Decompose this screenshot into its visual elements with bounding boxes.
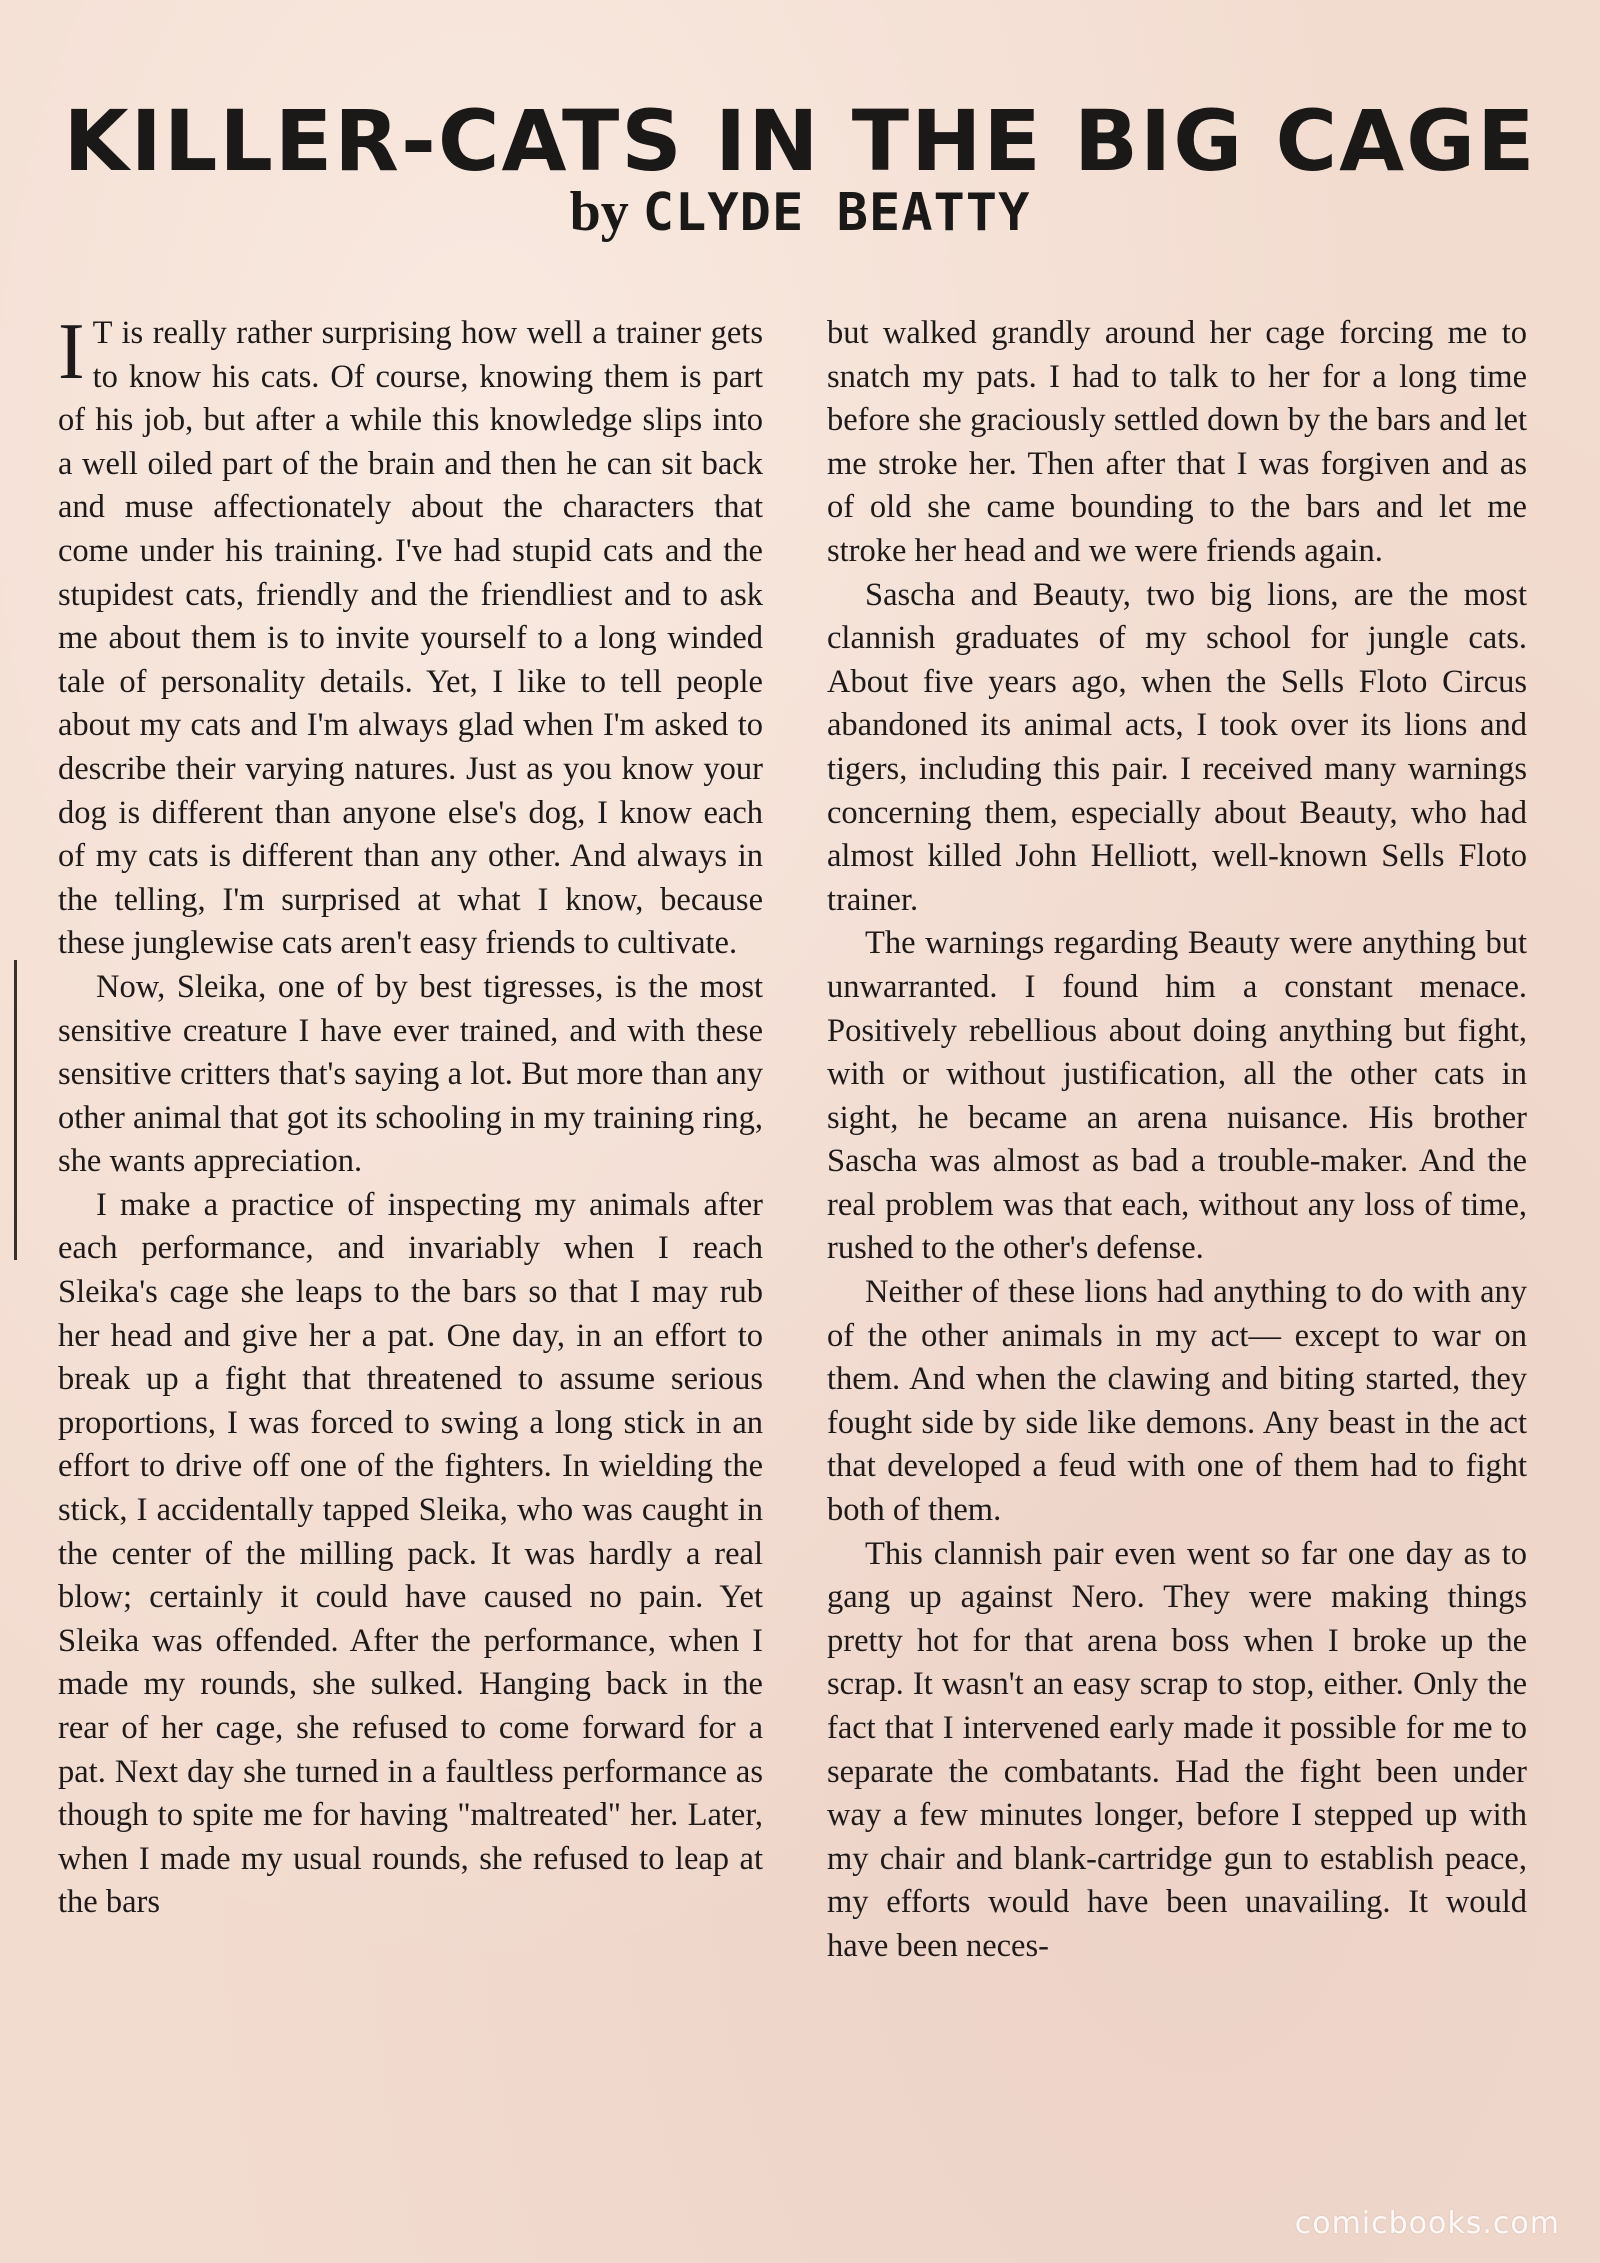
paragraph: Sascha and Beauty, two big lions, are the most clannish graduates of my school for jungle cats. About five years ago, when the Sells Floto Circus abandoned its animal acts, I took over its lions and tigers, including this pair. I received many warnings concerning them, especially about Beauty, who had almost killed John Helliott, well-known Sells Floto trainer. xyxy=(827,576,1527,918)
article-title: KILLER-CATS IN THE BIG CAGE xyxy=(63,92,1537,191)
paragraph: Now, Sleika, one of by best tigresses, is the most sensitive creature I have ever trained, and with these sensitive critters that's saying a lot. But more than any other animal that got its schooling in my training ring, she wants appreciation. xyxy=(58,968,763,1180)
byline xyxy=(0,180,1600,244)
watermark: comicbooks.com xyxy=(1294,2206,1560,2241)
paragraph: but walked grandly around her cage forcing me to snatch my pats. I had to talk to her for a long time before she graciously settled down by the bars and let me stroke her. Then after that I was forgiven and as of old she came bounding to the bars and let me stroke her head and we were friends again. xyxy=(827,315,1527,569)
drop-cap: I xyxy=(58,308,85,396)
paragraph: I make a practice of inspecting my animals after each performance, and invariably when I reach Sleika's cage she leaps to the bars so that I may rub her head and give her a pat. One day, in an effort to break up a fight that threatened to assume serious proportions, I was forced to swing a long stick in an effort to drive off one of the fighters. In wielding the stick, I accidentally tapped Sleika, who was caught in the center of the milling pack. It was hardly a real blow; certainly it could have caused no pain. Yet Sleika was offended. After the performance, when I made my rounds, she sulked. Hanging back in the rear of her cage, she refused to come forward for a pat. Next day she turned in a faultless performance as though to spite me for having "maltreated" her. Later, when I made my usual rounds, she refused to leap at the bars xyxy=(58,1186,763,1921)
right-column xyxy=(827,312,1527,1969)
paragraph-text: T is really rather surprising how well a trainer gets to know his cats. Of course, knowing them is part of his job, but after a while this knowledge slips into a well oiled part of the brain and then he can sit back and muse affectionately about the characters that come under his training. I've had stupid cats and the stupidest cats, friendly and the friendliest and to ask me about them is to invite yourself to a long winded tale of personality details. Yet, I like to tell people about my cats and I'm always glad when I'm asked to describe their varying natures. Just as you know your dog is different than anyone else's dog, I know each of my cats is different than any other. And always in the telling, I'm surprised at what I know, because these junglewise cats aren't easy friends to cultivate. xyxy=(58,315,763,962)
paragraph: The warnings regarding Beauty were anything but unwarranted. I found him a constant menace. Positively rebellious about doing anything but fight, with or without justification, all the other cats in sight, he became an arena nuisance. His brother Sascha was almost as bad a trouble-maker. And the real problem was that each, without any loss of time, rushed to the other's defense. xyxy=(827,925,1527,1267)
paragraph xyxy=(58,308,763,966)
page-edge-mark xyxy=(14,960,17,1260)
paragraph: This clannish pair even went so far one day as to gang up against Nero. They were making things pretty hot for that arena boss when I broke up the scrap. It wasn't an easy scrap to stop, either. Only the fact that I intervened early made it possible for me to separate the combatants. Had the fight been under way a few minutes longer, before I stepped up with my chair and blank-cartridge gun to establish peace, my efforts would have been unavailing. It would have been neces- xyxy=(827,1535,1527,1964)
author-name: CLYDE BEATTY xyxy=(642,183,1031,243)
paragraph: Neither of these lions had anything to do with any of the other animals in my act— except to war on them. And when the clawing and biting started, they fought side by side like demons. Any beast in the act that developed a feud with one of them had to fight both of them. xyxy=(827,1274,1527,1529)
byline-prefix: by xyxy=(569,181,629,243)
left-column xyxy=(58,308,763,1925)
